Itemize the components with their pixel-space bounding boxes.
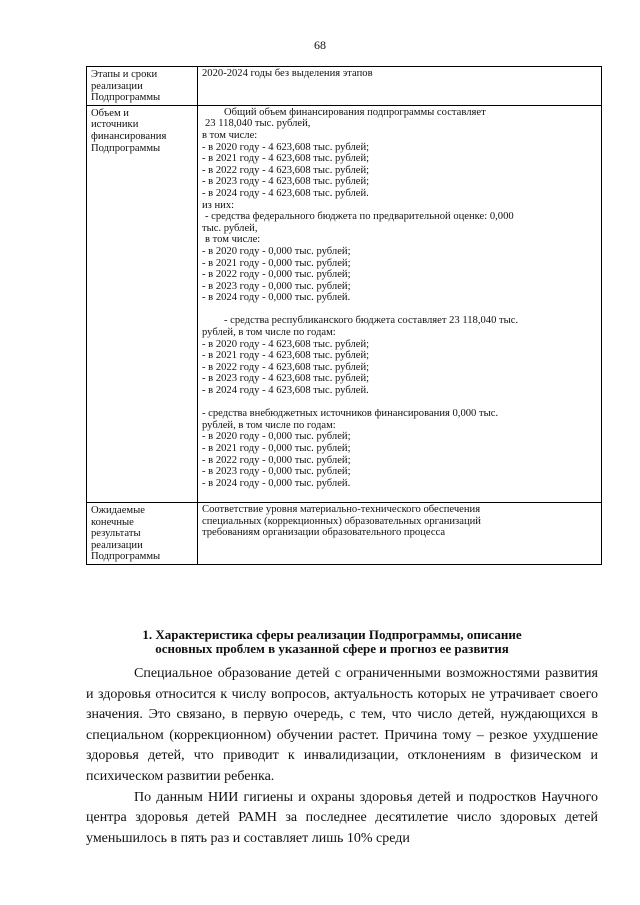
label-line: реализации <box>91 80 143 92</box>
value-line: в том числе: <box>205 234 261 246</box>
label-line: Этапы и сроки <box>91 69 158 80</box>
value-line: - в 2023 году - 0,000 тыс. рублей; <box>202 280 351 292</box>
value-line: - в 2020 году - 0,000 тыс. рублей; <box>202 431 351 443</box>
value-line: - в 2021 году - 0,000 тыс. рублей; <box>202 257 351 269</box>
value-line: - в 2021 году - 0,000 тыс. рублей; <box>202 443 351 454</box>
value-line: - в 2024 году - 0,000 тыс. рублей. <box>202 292 351 304</box>
row-label <box>87 502 198 564</box>
row-value <box>198 67 602 106</box>
value-line: - средства республиканского бюджета составляет 23 118,040 тыс. <box>224 315 519 327</box>
value-line: - средства внебюджетных источников финансирования 0,000 тыс. <box>202 408 499 420</box>
value-line: 23 118,040 тыс. рублей, <box>205 118 311 130</box>
value-line: - в 2021 году - 4 623,608 тыс. рублей; <box>202 153 370 165</box>
value-line: - в 2022 году - 0,000 тыс. рублей; <box>202 454 351 466</box>
row-value <box>198 502 602 564</box>
paragraph: По данным НИИ гигиены и охраны здоровья детей и подростков Научного центра здоровья детей РАМН за последнее десятилетие число здоровых детей уменьшилось в пять раз и составляет лишь 10% среди <box>86 789 598 846</box>
blank-line <box>202 397 597 409</box>
value-line: - в 2020 году - 0,000 тыс. рублей; <box>202 245 351 257</box>
value-line: - в 2023 году - 4 623,608 тыс. рублей; <box>202 176 370 188</box>
value-line: 2020-2024 годы без выделения этапов <box>202 68 373 79</box>
label-line: конечные <box>91 516 134 528</box>
value-line: - в 2022 году - 4 623,608 тыс. рублей; <box>202 361 370 373</box>
value-line: специальных (коррекционных) образовательных организаций <box>202 515 481 527</box>
value-line: рублей, в том числе по годам: <box>202 327 336 339</box>
label-line: Ожидаемые <box>91 504 145 516</box>
table-row-results <box>87 502 602 564</box>
row-value <box>198 105 602 502</box>
value-line: Общий объем финансирования подпрограммы составляет <box>224 106 486 118</box>
paragraph: Специальное образование детей с ограниченными возможностями развития и здоровья относится к числу вопросов, актуальность которых не утрачивает своего значения. Это связано, в первую очередь, с тем, что число детей, нуждающихся в специальном (коррекционном) обучении растет. Причина тому – резкое ухудшение здоровья детей, что приводит к инвалидизации, отклонениям в физическом и психическом развитии ребенка. <box>86 666 598 784</box>
value-line: - в 2024 году - 4 623,608 тыс. рублей. <box>202 187 369 199</box>
label-line: финансирования <box>91 130 167 142</box>
section-heading <box>70 628 594 656</box>
section-heading-line: основных проблем в указанной сфере и прогноз ее развития <box>155 641 509 656</box>
value-line: - в 2020 году - 4 623,608 тыс. рублей; <box>202 338 370 350</box>
subprogram-passport-table <box>86 66 602 565</box>
label-line: Подпрограммы <box>91 142 161 154</box>
table-row-stages <box>87 67 602 106</box>
value-line: в том числе: <box>202 129 258 141</box>
value-line: - в 2023 году - 0,000 тыс. рублей; <box>202 466 351 478</box>
value-line: рублей, в том числе по годам: <box>202 419 336 431</box>
value-line: Соответствие уровня материально-технического обеспечения <box>202 503 481 515</box>
section-heading-line: 1. Характеристика сферы реализации Подпрограммы, описание <box>142 627 522 642</box>
row-label <box>87 105 198 502</box>
label-line: Подпрограммы <box>91 92 161 104</box>
value-line: - в 2020 году - 4 623,608 тыс. рублей; <box>202 141 370 153</box>
label-line: Объем и <box>91 107 129 119</box>
value-line: из них: <box>202 199 235 211</box>
label-line: источники <box>91 119 139 131</box>
label-line: реализации <box>91 539 143 551</box>
value-line: - в 2024 году - 4 623,608 тыс. рублей. <box>202 385 369 397</box>
label-line: результаты <box>91 528 141 540</box>
value-line: требованиям организации образовательного процесса <box>202 527 446 539</box>
value-line: - средства федерального бюджета по предварительной оценке: 0,000 <box>205 211 514 223</box>
value-line: - в 2022 году - 0,000 тыс. рублей; <box>202 269 351 281</box>
page-number: 68 <box>314 38 326 52</box>
body-text <box>86 664 598 849</box>
row-label <box>87 67 198 106</box>
label-line: Подпрограммы <box>91 551 161 563</box>
value-line: тыс. рублей, <box>202 222 258 234</box>
blank-line <box>202 304 597 316</box>
value-line: - в 2021 году - 4 623,608 тыс. рублей; <box>202 350 370 362</box>
value-line: - в 2022 году - 4 623,608 тыс. рублей; <box>202 164 370 176</box>
value-line: - в 2023 году - 4 623,608 тыс. рублей; <box>202 373 370 385</box>
table-row-financing <box>87 105 602 502</box>
blank-line <box>202 489 597 501</box>
value-line: - в 2024 году - 0,000 тыс. рублей. <box>202 477 351 489</box>
